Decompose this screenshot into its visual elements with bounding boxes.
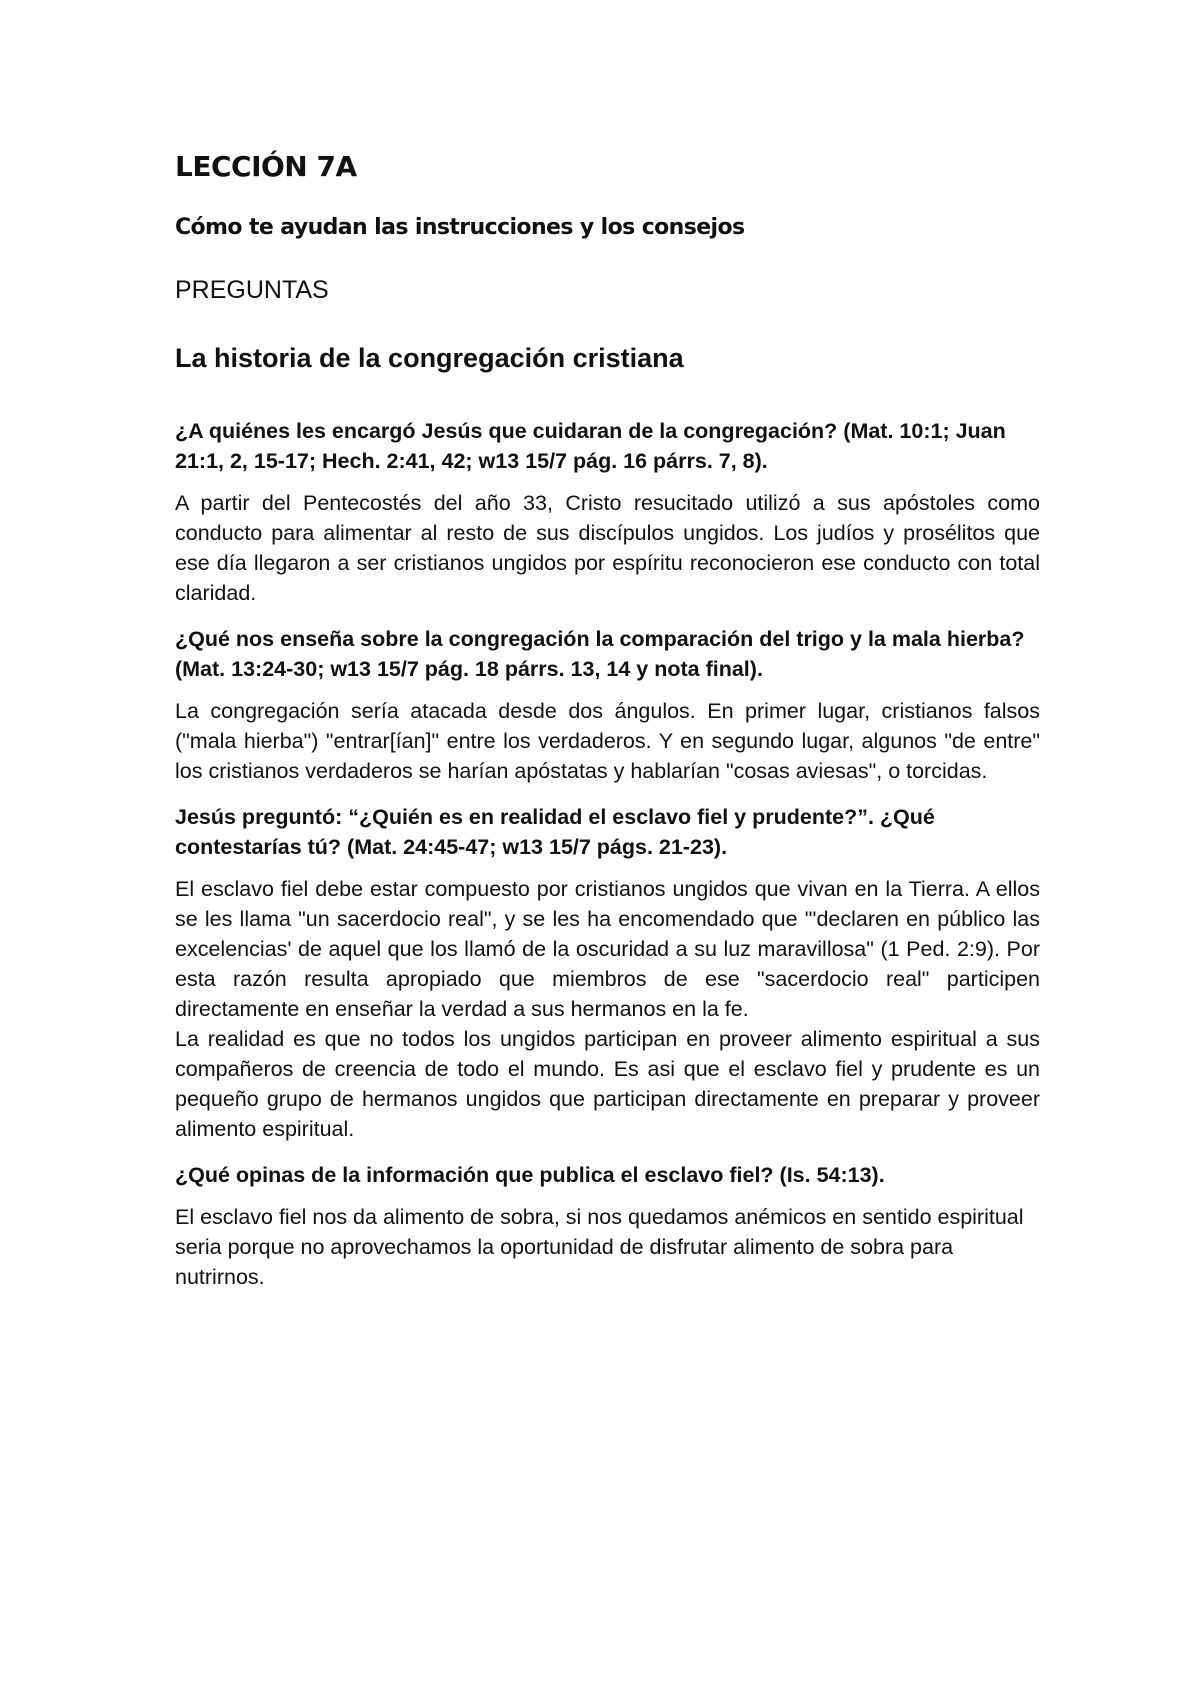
question-text: Jesús preguntó: “¿Quién es en realidad el esclavo fiel y prudente?”. ¿Qué contestarías tú? (Mat. 24:45-47; w13 15/7 págs. 21-23). (175, 805, 935, 859)
question-text: ¿Qué nos enseña sobre la congregación la comparación del trigo y la mala hierba? (Mat. 13:24-30; w13 15/7 pág. 18 párrs. 13, 14 y nota final). (175, 627, 1025, 681)
answer-text: El esclavo fiel nos da alimento de sobra, si nos quedamos anémicos en sentido espiritual seria porque no aprovechamos la oportunidad de disfrutar alimento de sobra para nutrirnos. (175, 1205, 1024, 1289)
question-text: ¿Qué opinas de la información que publica el esclavo fiel? (Is. 54:13). (175, 1163, 885, 1187)
lesson-subtitle: Cómo te ayudan las instrucciones y los consejos (175, 215, 745, 240)
qa-block-3 (175, 802, 1040, 1144)
qa-block-1 (175, 416, 1040, 608)
answer-text: La congregación sería atacada desde dos ángulos. En primer lugar, cristianos falsos ("mala hierba") "entrar[ían]" entre los verdaderos. Y en segundo lugar, algunos "de entre" los cristianos verdaderos se harían apóstatas y hablarían "cosas aviesas", o torcidas. (175, 699, 1040, 783)
lesson-title: LECCIÓN 7A (175, 150, 357, 183)
section-heading: La historia de la congregación cristiana (175, 343, 684, 373)
question-text: ¿A quiénes les encargó Jesús que cuidaran de la congregación? (Mat. 10:1; Juan 21:1, 2, 15-17; Hech. 2:41, 42; w13 15/7 pág. 16 párrs. 7, 8). (175, 419, 1006, 473)
answer-text-continued: La realidad es que no todos los ungidos participan en proveer alimento espiritual a sus compañeros de creencia de todo el mundo. Es asi que el esclavo fiel y prudente es un pequeño grupo de hermanos ungidos que participan directamente en preparar y proveer alimento espiritual. (175, 1027, 1040, 1141)
qa-block-4 (175, 1160, 1040, 1292)
section-label: PREGUNTAS (175, 276, 329, 304)
answer-text: El esclavo fiel debe estar compuesto por cristianos ungidos que vivan en la Tierra. A ellos se les llama "un sacerdocio real", y se les ha encomendado que "'declaren en público las excelencias' de aquel que los llamó de la oscuridad a su luz maravillosa" (1 Ped. 2:9). Por esta razón resulta apropiado que miembros de ese "sacerdocio real" participen directamente en enseñar la verdad a sus hermanos en la fe. (175, 877, 1040, 1021)
answer-text: A partir del Pentecostés del año 33, Cristo resucitado utilizó a sus apóstoles como conducto para alimentar al resto de sus discípulos ungidos. Los judíos y prosélitos que ese día llegaron a ser cristianos ungidos por espíritu reconocieron ese conducto con total claridad. (175, 491, 1040, 605)
qa-block-2 (175, 624, 1040, 786)
